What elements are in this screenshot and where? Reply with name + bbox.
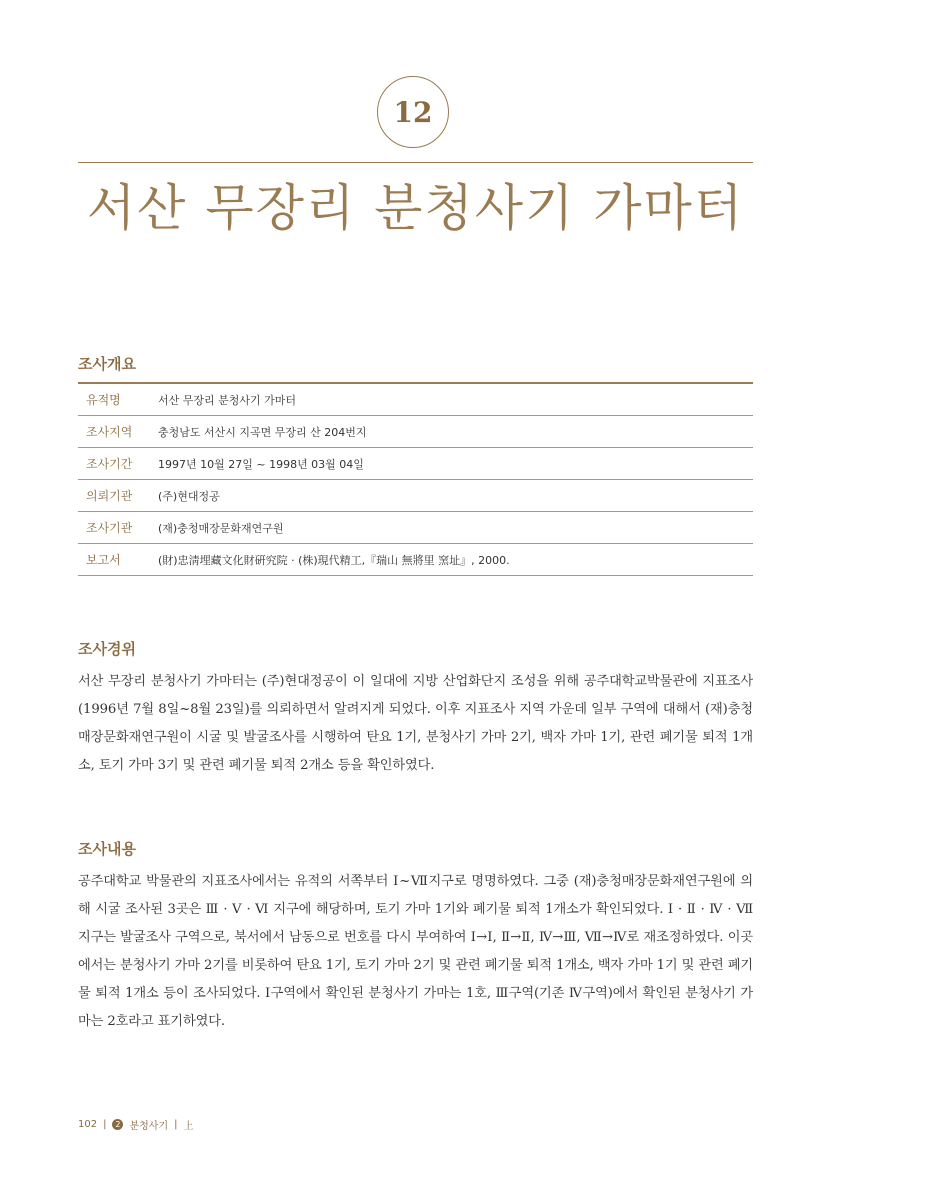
table-row: [78, 384, 753, 416]
row-label: 조사기관: [86, 521, 133, 535]
history-paragraph: 서산 무장리 분청사기 가마터는 (주)현대정공이 이 일대에 지방 산업화단지 조성을 위해 공주대학교박물관에 지표조사(1996년 7월 8일~8월 23일)를 의뢰하면서 알려지게 되었다. 이후 지표조사 지역 가운데 일부 구역에 대해서 (재)충청매장문화재연구원이 시굴 및 발굴조사를 시행하여 탄요 1기, 분청사기 가마 2기, 백자 가마 1기, 관련 폐기물 퇴적 1개소, 토기 가마 3기 및 관련 폐기물 퇴적 2개소 등을 확인하였다.: [78, 674, 753, 773]
table-row: [78, 512, 753, 544]
table-row: [78, 480, 753, 512]
footer-separator: |: [174, 1119, 178, 1130]
overview-table: [78, 382, 753, 576]
row-label: 조사지역: [86, 425, 133, 439]
row-value: 충청남도 서산시 지곡면 무장리 산 204번지: [158, 425, 367, 439]
table-row: [78, 416, 753, 448]
title-divider: [78, 162, 753, 163]
row-label: 보고서: [86, 553, 121, 567]
page-number: 102: [78, 1119, 98, 1130]
page-title: 서산 무장리 분청사기 가마터: [86, 179, 745, 237]
row-label: 의뢰기관: [86, 489, 133, 503]
row-value: 1997년 10월 27일 ~ 1998년 03월 04일: [158, 457, 364, 471]
table-row: [78, 448, 753, 480]
content-heading: 조사내용: [78, 840, 136, 858]
table-row: [78, 544, 753, 576]
row-label: 조사기간: [86, 457, 133, 471]
footer-separator: |: [103, 1119, 107, 1130]
row-value: 서산 무장리 분청사기 가마터: [158, 393, 297, 407]
history-heading: 조사경위: [78, 640, 136, 658]
content-paragraph: 공주대학교 박물관의 지표조사에서는 유적의 서쪽부터 Ⅰ~Ⅶ지구로 명명하였다. 그중 (재)충청매장문화재연구원에 의해 시굴 조사된 3곳은 Ⅲ · Ⅴ · Ⅵ 지구에 해당하며, 토기 가마 1기와 폐기물 퇴적 1개소가 확인되었다. Ⅰ · Ⅱ · Ⅳ · Ⅶ 지구는 발굴조사 구역으로, 북서에서 남동으로 번호를 다시 부여하여 Ⅰ→Ⅰ, Ⅱ→Ⅱ, Ⅳ→Ⅲ, Ⅶ→Ⅳ로 재조정하였다. 이곳에서는 분청사기 가마 2기를 비롯하여 탄요 1기, 토기 가마 2기 및 관련 폐기물 퇴적 1개소, 백자 가마 1기 및 관련 폐기물 퇴적 1개소 등이 조사되었다. Ⅰ구역에서 확인된 분청사기 가마는 1호, Ⅲ구역(기존 Ⅳ구역)에서 확인된 분청사기 가마는 2호라고 표기하였다.: [78, 874, 754, 1029]
footer-volume: 上: [183, 1121, 194, 1132]
row-value: (財)忠淸埋藏文化財硏究院 · (株)現代精工,『瑞山 無將里 窯址』, 2000.: [158, 553, 510, 567]
row-label: 유적명: [86, 393, 121, 407]
footer-section: 분청사기: [129, 1121, 169, 1132]
row-value: (재)충청매장문화재연구원: [158, 521, 284, 535]
page-footer: [78, 1117, 193, 1132]
section-number-bullet: 2: [112, 1119, 123, 1130]
overview-heading: 조사개요: [78, 355, 136, 373]
row-value: (주)현대정공: [158, 489, 220, 503]
chapter-number-badge: 12: [377, 76, 449, 148]
